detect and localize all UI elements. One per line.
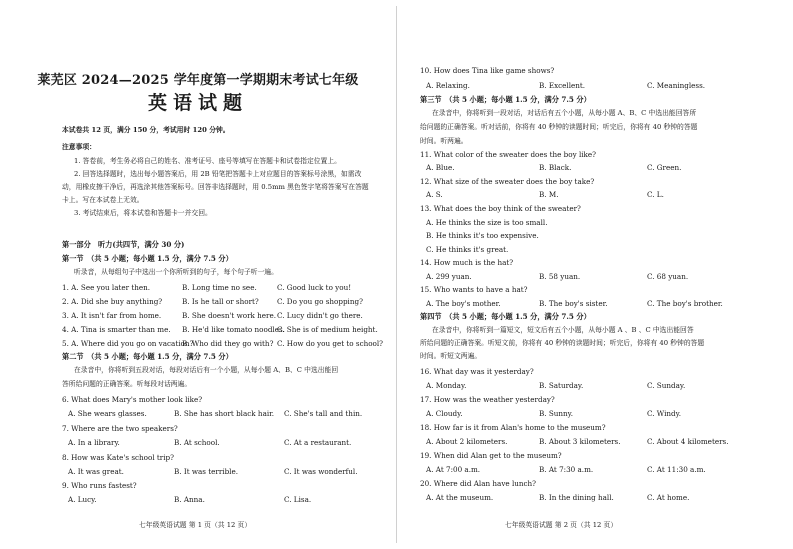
q9-option-c: C. Lisa. [284, 495, 312, 504]
q4-option-a: 4. A. Tina is smarter than me. [62, 325, 171, 334]
q8-option-b: B. It was terrible. [174, 467, 239, 476]
q11-option-b: B. Black. [539, 163, 572, 172]
section2-instruction-line1: 在录音中，你将听到五段对话，每段对话后有一个小题，从每小题 A、B、C 中选出能回 [74, 366, 339, 374]
q14-option-c: C. 68 yuan. [647, 272, 689, 281]
part1-heading: 第一部分 听力(共四节，满分 30 分) [62, 240, 185, 249]
q7-option-a: A. In a library. [68, 438, 120, 447]
q9-option-b: B. Anna. [174, 495, 205, 504]
q5-option-c: C. How do you get to school? [277, 339, 384, 348]
q14-question: 14. How much is the hat? [420, 258, 514, 267]
q7-question: 7. Where are the two speakers? [62, 424, 178, 433]
q18-option-b: B. About 3 kilometers. [539, 437, 621, 446]
q12-option-a: A. S. [426, 190, 443, 199]
q1-option-b: B. Long time no see. [182, 283, 257, 292]
q4-option-b: B. He'd like tomato noodles. [182, 325, 285, 334]
q11-option-a: A. Blue. [426, 163, 455, 172]
q6-option-b: B. She has short black hair. [174, 409, 275, 418]
q11-option-c: C. Green. [647, 163, 682, 172]
q4-option-c: C. She is of medium height. [277, 325, 378, 334]
q5-option-b: B. Who did they go with? [182, 339, 274, 348]
q2-option-b: B. Is he tall or short? [182, 297, 259, 306]
section2-heading: 第二节 （共 5 小题；每小题 1.5 分，满分 7.5 分） [62, 352, 233, 361]
q19-option-b: B. At 7:30 a.m. [539, 465, 594, 474]
section4-instruction-line2: 所给问题的正确答案。听短文前，你将有 40 秒钟的读题时间；听完后，你将有 40 秒钟的答题 [420, 339, 705, 347]
q14-option-b: B. 58 yuan. [539, 272, 581, 281]
q15-question: 15. Who wants to have a hat? [420, 285, 528, 294]
q13-option-c: C. He thinks it's great. [426, 245, 509, 254]
q15-option-a: A. The boy's mother. [426, 299, 501, 308]
q6-question: 6. What does Mary's mother look like? [62, 395, 203, 404]
q10-option-c: C. Meaningless. [647, 81, 706, 90]
q16-option-b: B. Saturday. [539, 381, 584, 390]
q18-option-a: A. About 2 kilometers. [426, 437, 508, 446]
section4-instruction-line1: 在录音中，你将听到一篇短文，短文后有五个小题，从每小题 A 、B 、C 中选出能回答 [432, 326, 694, 334]
footer-page-2: 七年级英语试题 第 2 页（共 12 页） [505, 521, 618, 529]
q9-option-a: A. Lucy. [68, 495, 97, 504]
q3-option-c: C. Lucy didn't go there. [277, 311, 363, 320]
q6-option-c: C. She's tall and thin. [284, 409, 363, 418]
q17-option-c: C. Windy. [647, 409, 681, 418]
section3-instruction-line2: 给问题的正确答案。听对话前，你将有 40 秒钟的读题时间；听完后，你将有 40 秒钟的答题 [420, 123, 698, 131]
q10-option-a: A. Relaxing. [426, 81, 470, 90]
q2-option-a: 2. A. Did she buy anything? [62, 297, 163, 306]
exam-info: 本试卷共 12 页，满分 150 分，考试用时 120 分钟。 [62, 126, 230, 134]
section2-instruction-line2: 答所给问题的正确答案。听每段对话两遍。 [62, 380, 192, 388]
section4-heading: 第四节 （共 5 小题；每小题 1.5 分，满分 7.5 分） [420, 312, 591, 321]
q10-option-b: B. Excellent. [539, 81, 586, 90]
q2-option-c: C. Do you go shopping? [277, 297, 363, 306]
q18-option-c: C. About 4 kilometers. [647, 437, 729, 446]
q15-option-c: C. The boy's brother. [647, 299, 723, 308]
q20-question: 20. Where did Alan have lunch? [420, 479, 537, 488]
q20-option-b: B. In the dining hall. [539, 493, 614, 502]
section3-instruction-line1: 在录音中，你将听到一段对话，对话后有五个小题，从每小题 A、B、C 中选出能回答所 [432, 109, 697, 117]
q17-option-b: B. Sunny. [539, 409, 574, 418]
q5-option-a: 5. A. Where did you go on vacation? [62, 339, 194, 348]
q19-question: 19. When did Alan get to the museum? [420, 451, 562, 460]
q13-option-a: A. He thinks the size is too small. [426, 218, 548, 227]
q3-option-b: B. She doesn't work here. [182, 311, 277, 320]
q7-option-b: B. At school. [174, 438, 220, 447]
q14-option-a: A. 299 yuan. [426, 272, 472, 281]
exam-page-1 [0, 0, 396, 549]
section4-instruction-line3: 时间。听短文两遍。 [420, 352, 482, 360]
q11-question: 11. What color of the sweater does the boy like? [420, 150, 597, 159]
q19-option-c: C. At 11:30 a.m. [647, 465, 706, 474]
q10-question: 10. How does Tina like game shows? [420, 66, 555, 75]
q18-question: 18. How far is it from Alan's home to the museum? [420, 423, 606, 432]
q3-option-a: 3. A. It isn't far from home. [62, 311, 162, 320]
q17-question: 17. How was the weather yesterday? [420, 395, 555, 404]
q8-question: 8. How was Kate's school trip? [62, 453, 174, 462]
exam-page-2 [396, 0, 793, 549]
q8-option-c: C. It was wonderful. [284, 467, 358, 476]
q19-option-a: A. At 7:00 a.m. [426, 465, 481, 474]
q17-option-a: A. Cloudy. [426, 409, 463, 418]
q13-question: 13. What does the boy think of the sweater? [420, 204, 581, 213]
q12-option-b: B. M. [539, 190, 559, 199]
q12-option-c: C. L. [647, 190, 664, 199]
q7-option-c: C. At a restaurant. [284, 438, 352, 447]
note-item-2: 2. 回答选择题时，选出每小题答案后，用 2B 铅笔把答题卡上对应题目的答案标号涂黑，如需改动，用橡皮擦干净后，再选涂其他答案标号。回答非选择题时，用 0.5mm 黑色签字笔将答案写在答题卡上。写在本试卷上无效。 [62, 170, 369, 204]
q1-option-a: 1. A. See you later then. [62, 283, 151, 292]
q20-option-c: C. At home. [647, 493, 690, 502]
exam-title-line1: 莱芜区 2024—2025 学年度第一学期期末考试七年级 [37, 73, 359, 88]
q16-option-c: C. Sunday. [647, 381, 686, 390]
q16-question: 16. What day was it yesterday? [420, 367, 534, 376]
note-item-1: 1. 答卷前，考生务必将自己的姓名、准考证号、座号等填写在答题卡和试卷指定位置上。 [74, 157, 341, 165]
q13-option-b: B. He thinks it's too expensive. [426, 231, 539, 240]
q16-option-a: A. Monday. [426, 381, 467, 390]
notes-heading: 注意事项： [62, 143, 96, 151]
q15-option-b: B. The boy's sister. [539, 299, 608, 308]
note-item-3: 3. 考试结束后，将本试卷和答题卡一并交回。 [74, 209, 212, 217]
q12-question: 12. What size of the sweater does the boy take? [420, 177, 595, 186]
q20-option-a: A. At the museum. [426, 493, 494, 502]
q8-option-a: A. It was great. [68, 467, 124, 476]
part1-instruction: 听录音，从每组句子中选出一个你所听到的句子，每个句子听一遍。 [74, 268, 278, 276]
q1-option-c: C. Good luck to you! [277, 283, 352, 292]
q6-option-a: A. She wears glasses. [68, 409, 147, 418]
section1-heading: 第一节 （共 5 小题；每小题 1.5 分，满分 7.5 分） [62, 254, 233, 263]
q9-question: 9. Who runs fastest? [62, 481, 137, 490]
exam-title-line2: 英语试题 [147, 92, 248, 114]
section3-instruction-line3: 时间。听两遍。 [420, 137, 468, 145]
section3-heading: 第三节 （共 5 小题；每小题 1.5 分，满分 7.5 分） [420, 95, 591, 104]
footer-page-1: 七年级英语试题 第 1 页（共 12 页） [139, 521, 252, 529]
